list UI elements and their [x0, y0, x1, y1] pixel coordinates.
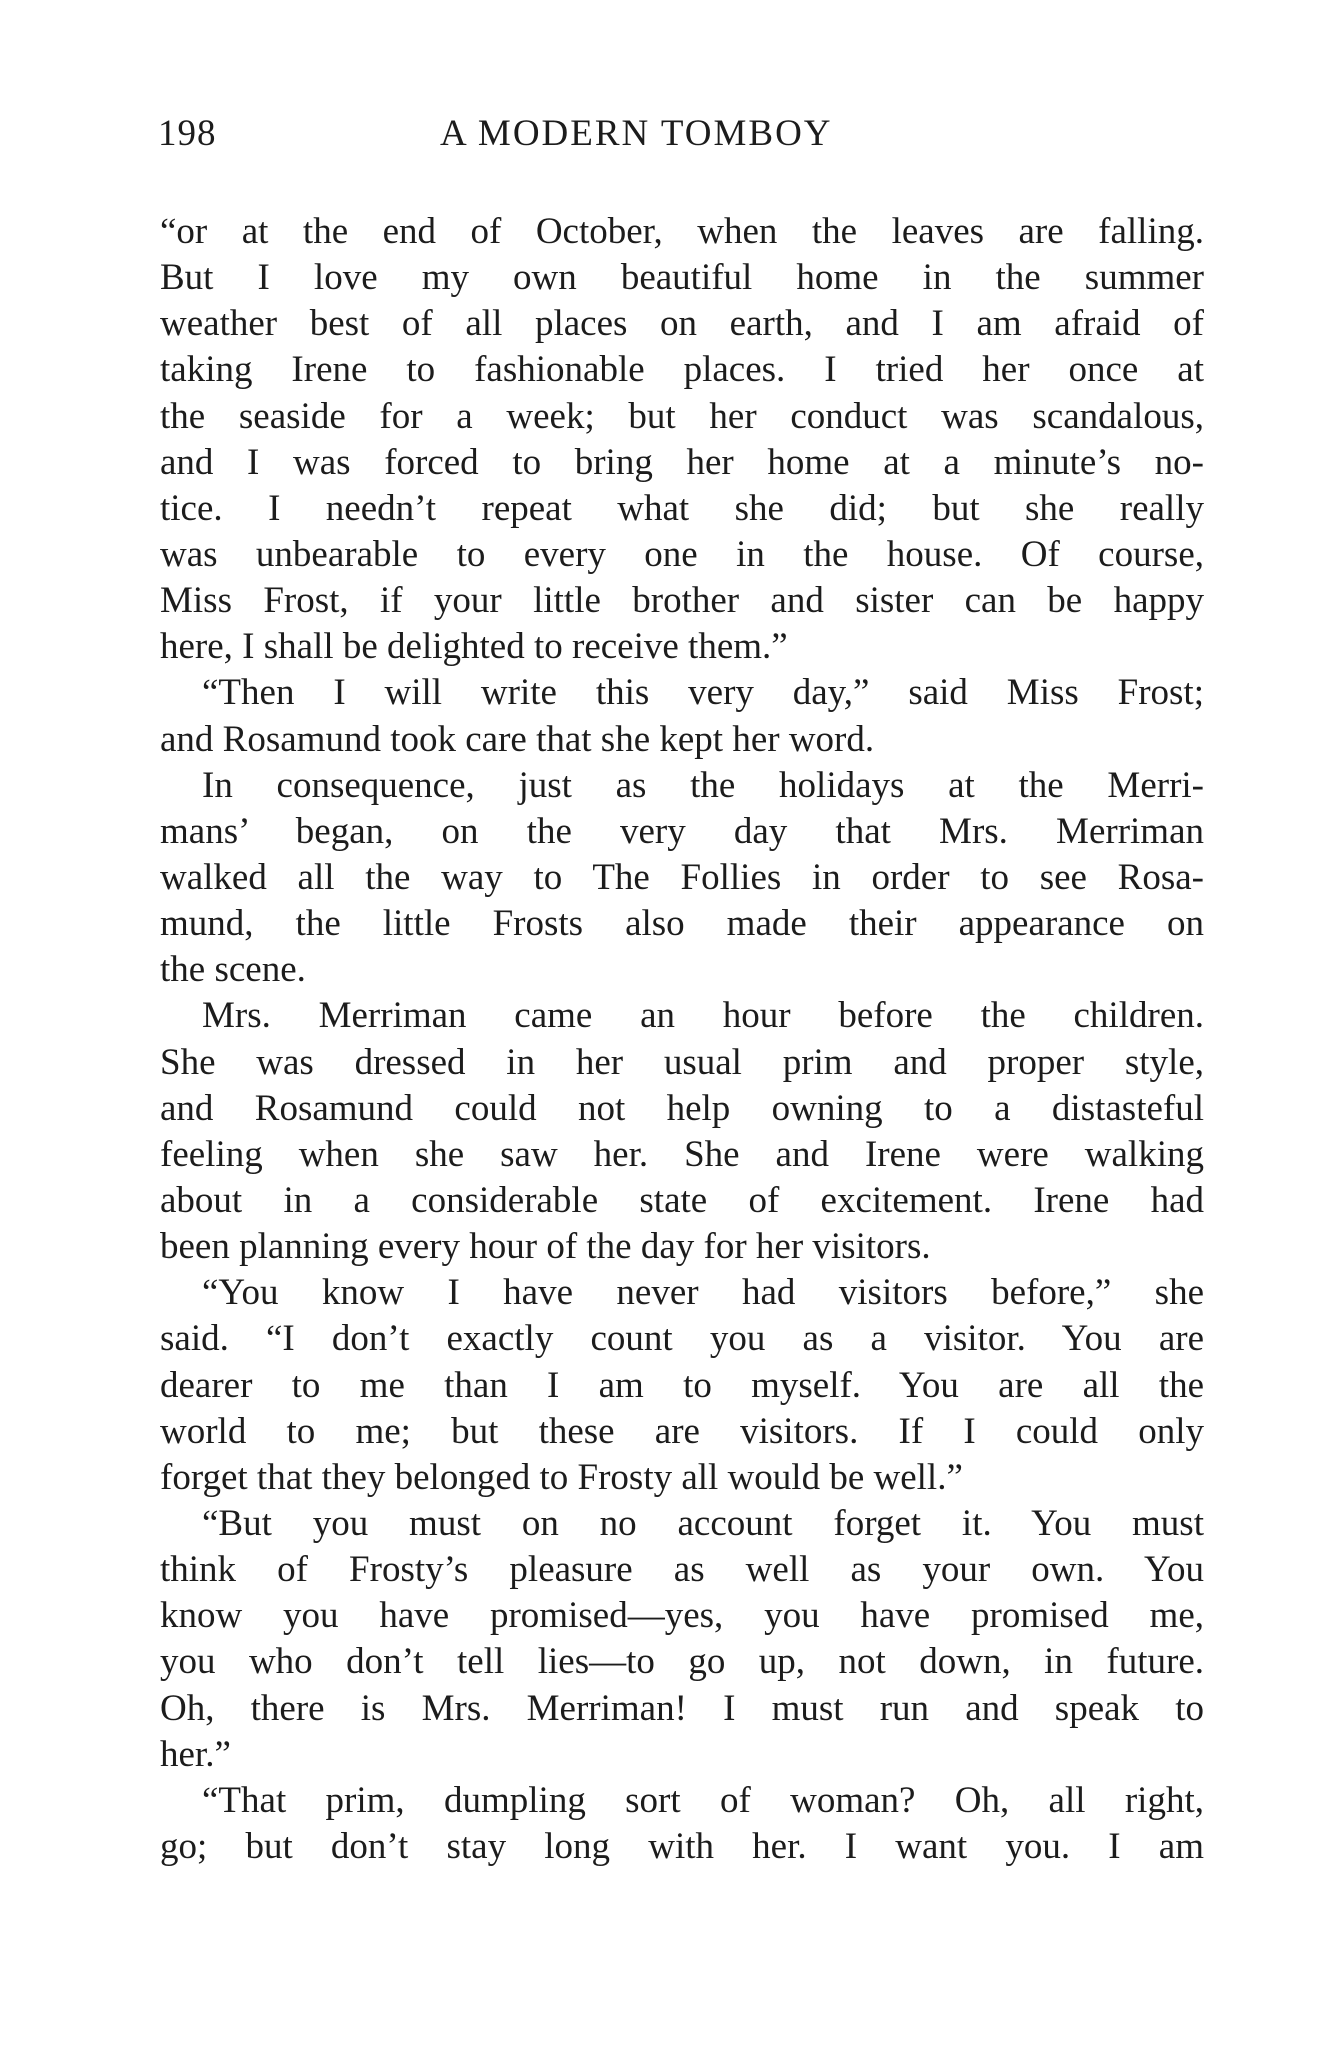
text-line: Oh, there is Mrs. Merriman! I must run and speak to [160, 1687, 1204, 1729]
text-line: here, I shall be delighted to receive them.” [160, 626, 788, 668]
text-line: been planning every hour of the day for her visitors. [160, 1226, 931, 1268]
text-line: taking Irene to fashionable places. I tried her once at [160, 349, 1204, 391]
running-title: A MODERN TOMBOY [440, 113, 833, 154]
text-line: “That prim, dumpling sort of woman? Oh, all right, [202, 1779, 1204, 1821]
text-line: think of Frosty’s pleasure as well as your own. You [160, 1549, 1204, 1591]
text-line: you who don’t tell lies—to go up, not down, in future. [160, 1641, 1204, 1683]
text-line: tice. I needn’t repeat what she did; but she really [160, 487, 1204, 529]
text-line: her.” [160, 1733, 231, 1775]
text-line: the seaside for a week; but her conduct was scandalous, [160, 395, 1204, 437]
text-line: world to me; but these are visitors. If I could only [160, 1410, 1204, 1452]
text-line: forget that they belonged to Frosty all would be well.” [160, 1456, 963, 1498]
body-text [160, 209, 1204, 1870]
text-line: Mrs. Merriman came an hour before the children. [202, 995, 1204, 1037]
text-line: dearer to me than I am to myself. You are all the [160, 1364, 1204, 1406]
text-line: But I love my own beautiful home in the summer [160, 257, 1204, 299]
text-line: know you have promised—yes, you have promised me, [160, 1595, 1204, 1637]
text-line: feeling when she saw her. She and Irene were walking [160, 1133, 1204, 1175]
text-line: “You know I have never had visitors before,” she [202, 1272, 1204, 1314]
text-line: mund, the little Frosts also made their appearance on [160, 903, 1204, 945]
text-line: the scene. [160, 949, 306, 991]
page-number: 198 [158, 113, 217, 154]
page-header [158, 112, 1206, 162]
text-line: walked all the way to The Follies in order to see Rosa- [160, 856, 1204, 898]
text-line: mans’ began, on the very day that Mrs. Merriman [160, 810, 1204, 852]
text-line: was unbearable to every one in the house. Of course, [160, 533, 1204, 575]
text-line: go; but don’t stay long with her. I want you. I am [160, 1825, 1204, 1867]
text-line: and Rosamund took care that she kept her word. [160, 718, 875, 760]
text-line: “But you must on no account forget it. You must [202, 1502, 1204, 1544]
text-line: about in a considerable state of excitement. Irene had [160, 1179, 1204, 1221]
text-line: and I was forced to bring her home at a minute’s no- [160, 441, 1204, 483]
text-line: She was dressed in her usual prim and proper style, [160, 1041, 1204, 1083]
text-line: said. “I don’t exactly count you as a visitor. You are [160, 1318, 1204, 1360]
text-line: Miss Frost, if your little brother and sister can be happy [160, 580, 1204, 622]
text-line: weather best of all places on earth, and I am afraid of [160, 303, 1204, 345]
text-line: “or at the end of October, when the leaves are falling. [160, 211, 1204, 252]
text-line: “Then I will write this very day,” said Miss Frost; [202, 672, 1204, 714]
text-line: In consequence, just as the holidays at the Merri- [202, 764, 1204, 806]
text-line: and Rosamund could not help owning to a distasteful [160, 1087, 1204, 1129]
